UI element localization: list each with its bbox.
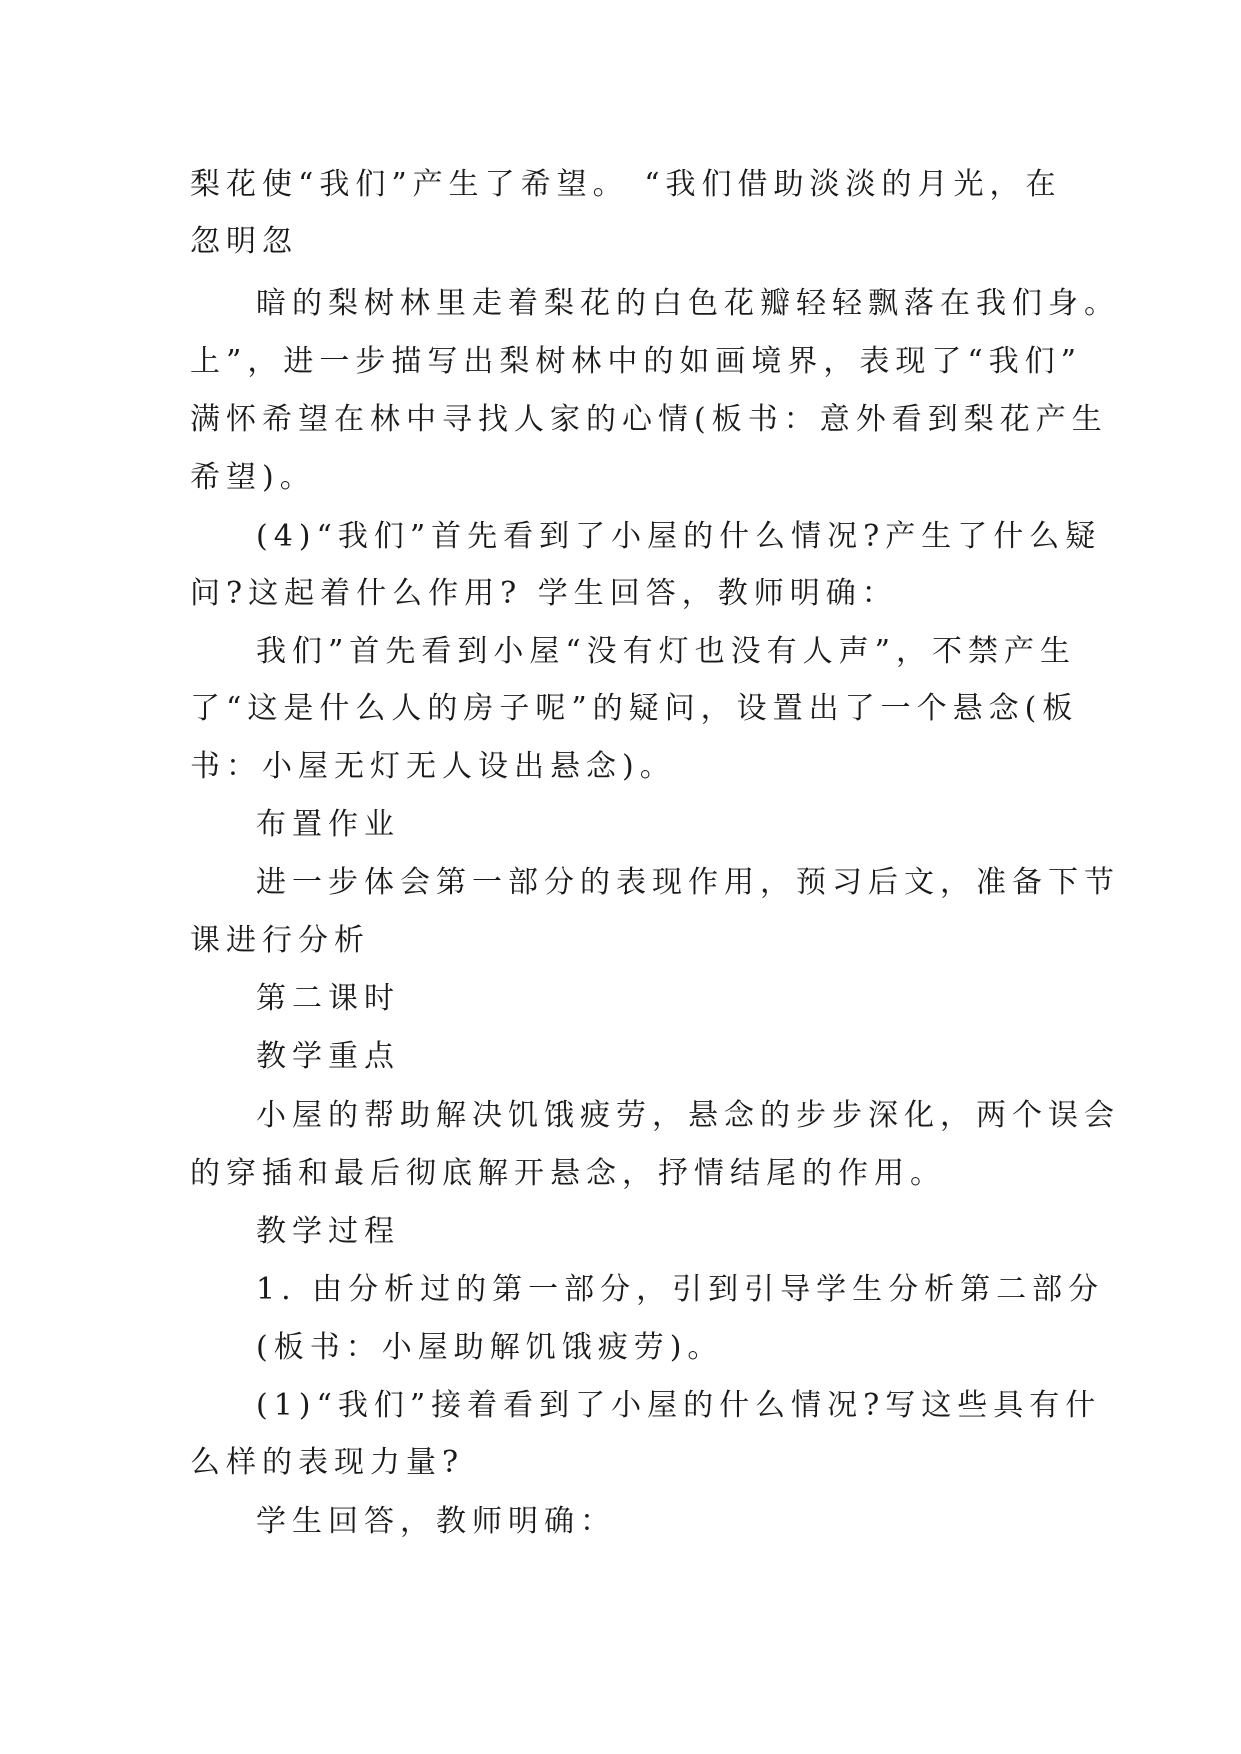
text-line: 课进行分析 — [190, 923, 370, 958]
text-line: 1. 由分析过的第一部分，引到引导学生分析第二部分 — [256, 1272, 1105, 1307]
text-line: 我们”首先看到小屋“没有灯也没有人声”，不禁产生 — [256, 634, 1077, 669]
text-line: (4)“我们”首先看到了小屋的什么情况?产生了什么疑 — [256, 519, 1102, 554]
text-line: 么样的表现力量? — [190, 1445, 465, 1480]
text-line: 了“这是什么人的房子呢”的疑问，设置出了一个悬念(板 — [190, 691, 1079, 726]
section-heading: 布置作业 — [256, 807, 400, 842]
text-line: 希望)。 — [190, 460, 316, 495]
text-line: (1)“我们”接着看到了小屋的什么情况?写这些具有什 — [256, 1388, 1102, 1423]
text-line: 的穿插和最后彻底解开悬念，抒情结尾的作用。 — [190, 1156, 946, 1191]
section-heading: 第二课时 — [256, 981, 400, 1016]
text-line: 暗的梨树林里走着梨花的白色花瓣轻轻飘落在我们身。 — [256, 286, 1120, 321]
text-line: 学生回答，教师明确： — [256, 1504, 616, 1539]
text-line: 梨花使“我们”产生了希望。 “我们借助淡淡的月光，在 — [190, 167, 1062, 202]
section-heading: 教学重点 — [256, 1039, 400, 1074]
text-line: 书：小屋无灯无人设出悬念)。 — [190, 749, 676, 784]
text-line: 进一步体会第一部分的表现作用，预习后文，准备下节 — [256, 865, 1120, 900]
text-line: 满怀希望在林中寻找人家的心情(板书：意外看到梨花产生 — [190, 402, 1108, 437]
text-line: 小屋的帮助解决饥饿疲劳，悬念的步步深化，两个误会 — [256, 1098, 1120, 1133]
text-line: 忽明忽 — [190, 224, 298, 259]
text-line: 问?这起着什么作用? 学生回答，教师明确： — [190, 576, 898, 611]
text-line: 上”，进一步描写出梨树林中的如画境界，表现了“我们” — [190, 344, 1083, 379]
section-heading: 教学过程 — [256, 1214, 400, 1249]
text-line: (板书：小屋助解饥饿疲劳)。 — [256, 1330, 724, 1365]
